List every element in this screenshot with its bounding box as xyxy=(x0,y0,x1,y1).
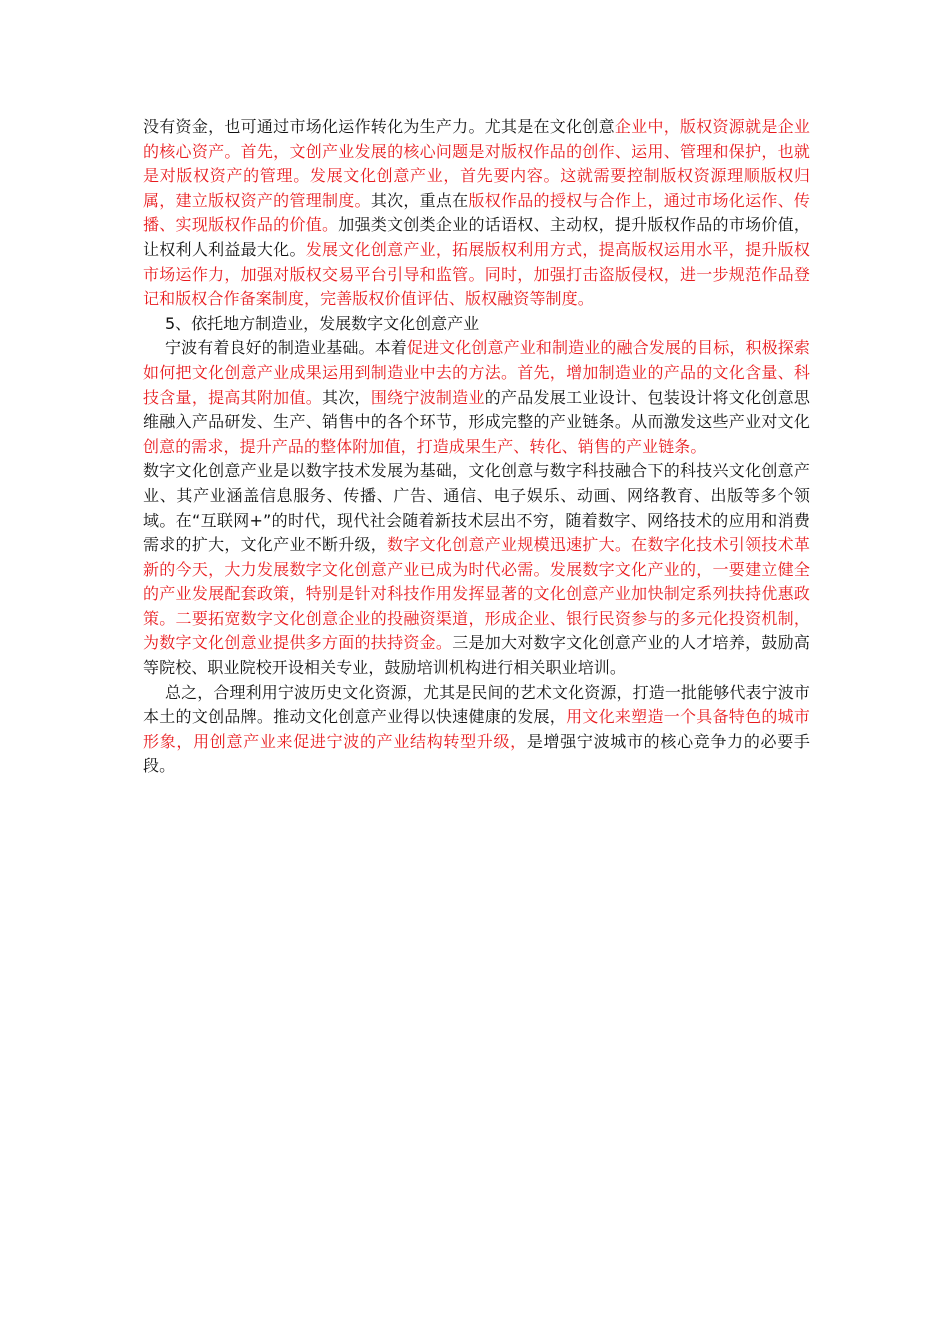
text-segment: 总之，合理利用宁波历史文化资源，尤其是民间的艺术文化资源，打造一批能够代表宁波市本土的文创品牌。推动文化创意产业得以快速健康的发展， xyxy=(143,682,810,727)
highlighted-text-segment: 数字文化创意产业规模迅速扩大。在数字化技术引领技术革新的今天，大力发展数字文化创意产业已成为时代必需。发展数字文化产业的，一要建立健全的产业发展配套政策，特别是针对科技作用发挥显著的文化创意产业加快制定系列扶持优惠政策。二要拓宽数字文化创意企业的投融资渠道，形成企业、银行民资参与的多元化投资机制，为数字文化创意业提供多方面的扶持资金。 xyxy=(143,535,810,653)
text-segment: 宁波有着良好的制造业基础。本着 xyxy=(165,338,407,358)
text-segment: 数字文化创意产业是以数字技术发展为基础，文化创意与数字科技融合下的科技兴文化创意产业、其产业涵盖信息服务、传播、广告、通信、电子娱乐、动画、网络教育、出版等多个领域。在“互联网+”的时代，现代社会随着新技术层出不穷，随着数字、网络技术的应用和消费需求的扩大，文化产业不断升级， xyxy=(143,461,810,555)
paragraph-conclusion xyxy=(143,681,810,779)
highlighted-text-segment: 围绕宁波制造业 xyxy=(370,387,485,407)
highlighted-text-segment: 创意的需求，提升产品的整体附加值，打造成果生产、转化、销售的产业链条。 xyxy=(143,436,707,456)
document-body xyxy=(143,115,810,779)
highlighted-text-segment: 发展文化创意产业，拓展版权利用方式，提高版权运用水平，提升版权市场运作力，加强对版权交易平台引导和监管。同时，加强打击盗版侵权，进一步规范作品登记和版权合作备案制度，完善版权价值评估、版权融资等制度。 xyxy=(143,239,810,309)
text-segment: 三是加大对数字文化创意产业的人才培养，鼓励高等院校、职业院校开设相关专业，鼓励培训机构进行相关职业培训。 xyxy=(143,633,811,678)
highlighted-text-segment: 版权作品的授权与合作上，通过市场化运作、传播、实现版权作品的价值。 xyxy=(143,190,810,235)
text-segment: 其次， xyxy=(322,387,371,407)
highlighted-text-segment: 用文化来塑造一个具备特色的城市形象，用创意产业来促进宁波的产业结构转型升级， xyxy=(143,707,810,751)
paragraph-manufacturing xyxy=(143,336,810,459)
section-heading-text: 5、依托地方制造业，发展数字文化创意产业 xyxy=(165,313,480,333)
text-segment: 是增强宁波城市的核心竞争力的必要手段。 xyxy=(143,731,810,776)
text-segment: 其次，重点在 xyxy=(370,190,469,210)
highlighted-text-segment: 企业中，版权资源就是企业的核心资产。首先，文创产业发展的核心问题是对版权作品的创作、运用、管理和保护，也就是对版权资产的管理。发展文化创意产业，首先要内容。这就需要控制版权资源理顺版权归属，建立版权资产的管理制度。 xyxy=(143,117,811,210)
text-segment: 没有资金，也可通过市场化运作转化为生产力。尤其是在文化创意 xyxy=(143,117,615,136)
paragraph-digital-creative xyxy=(143,459,810,680)
section-heading xyxy=(143,312,810,337)
text-segment: 加强类文创类企业的话语权、主动权，提升版权作品的市场价值，让权利人利益最大化。 xyxy=(143,215,811,259)
text-segment: 的产品发展工业设计、包装设计将文化创意思维融入产品研发、生产、销售中的各个环节，形成完整的产业链条。从而激发这些产业对文化 xyxy=(143,387,810,432)
paragraph-copyright xyxy=(143,115,810,312)
highlighted-text-segment: 促进文化创意产业和制造业的融合发展的目标，积极探索如何把文化创意产业成果运用到制造业中去的方法。首先，增加制造业的产品的文化含量、科技含量，提高其附加值。 xyxy=(143,338,810,407)
